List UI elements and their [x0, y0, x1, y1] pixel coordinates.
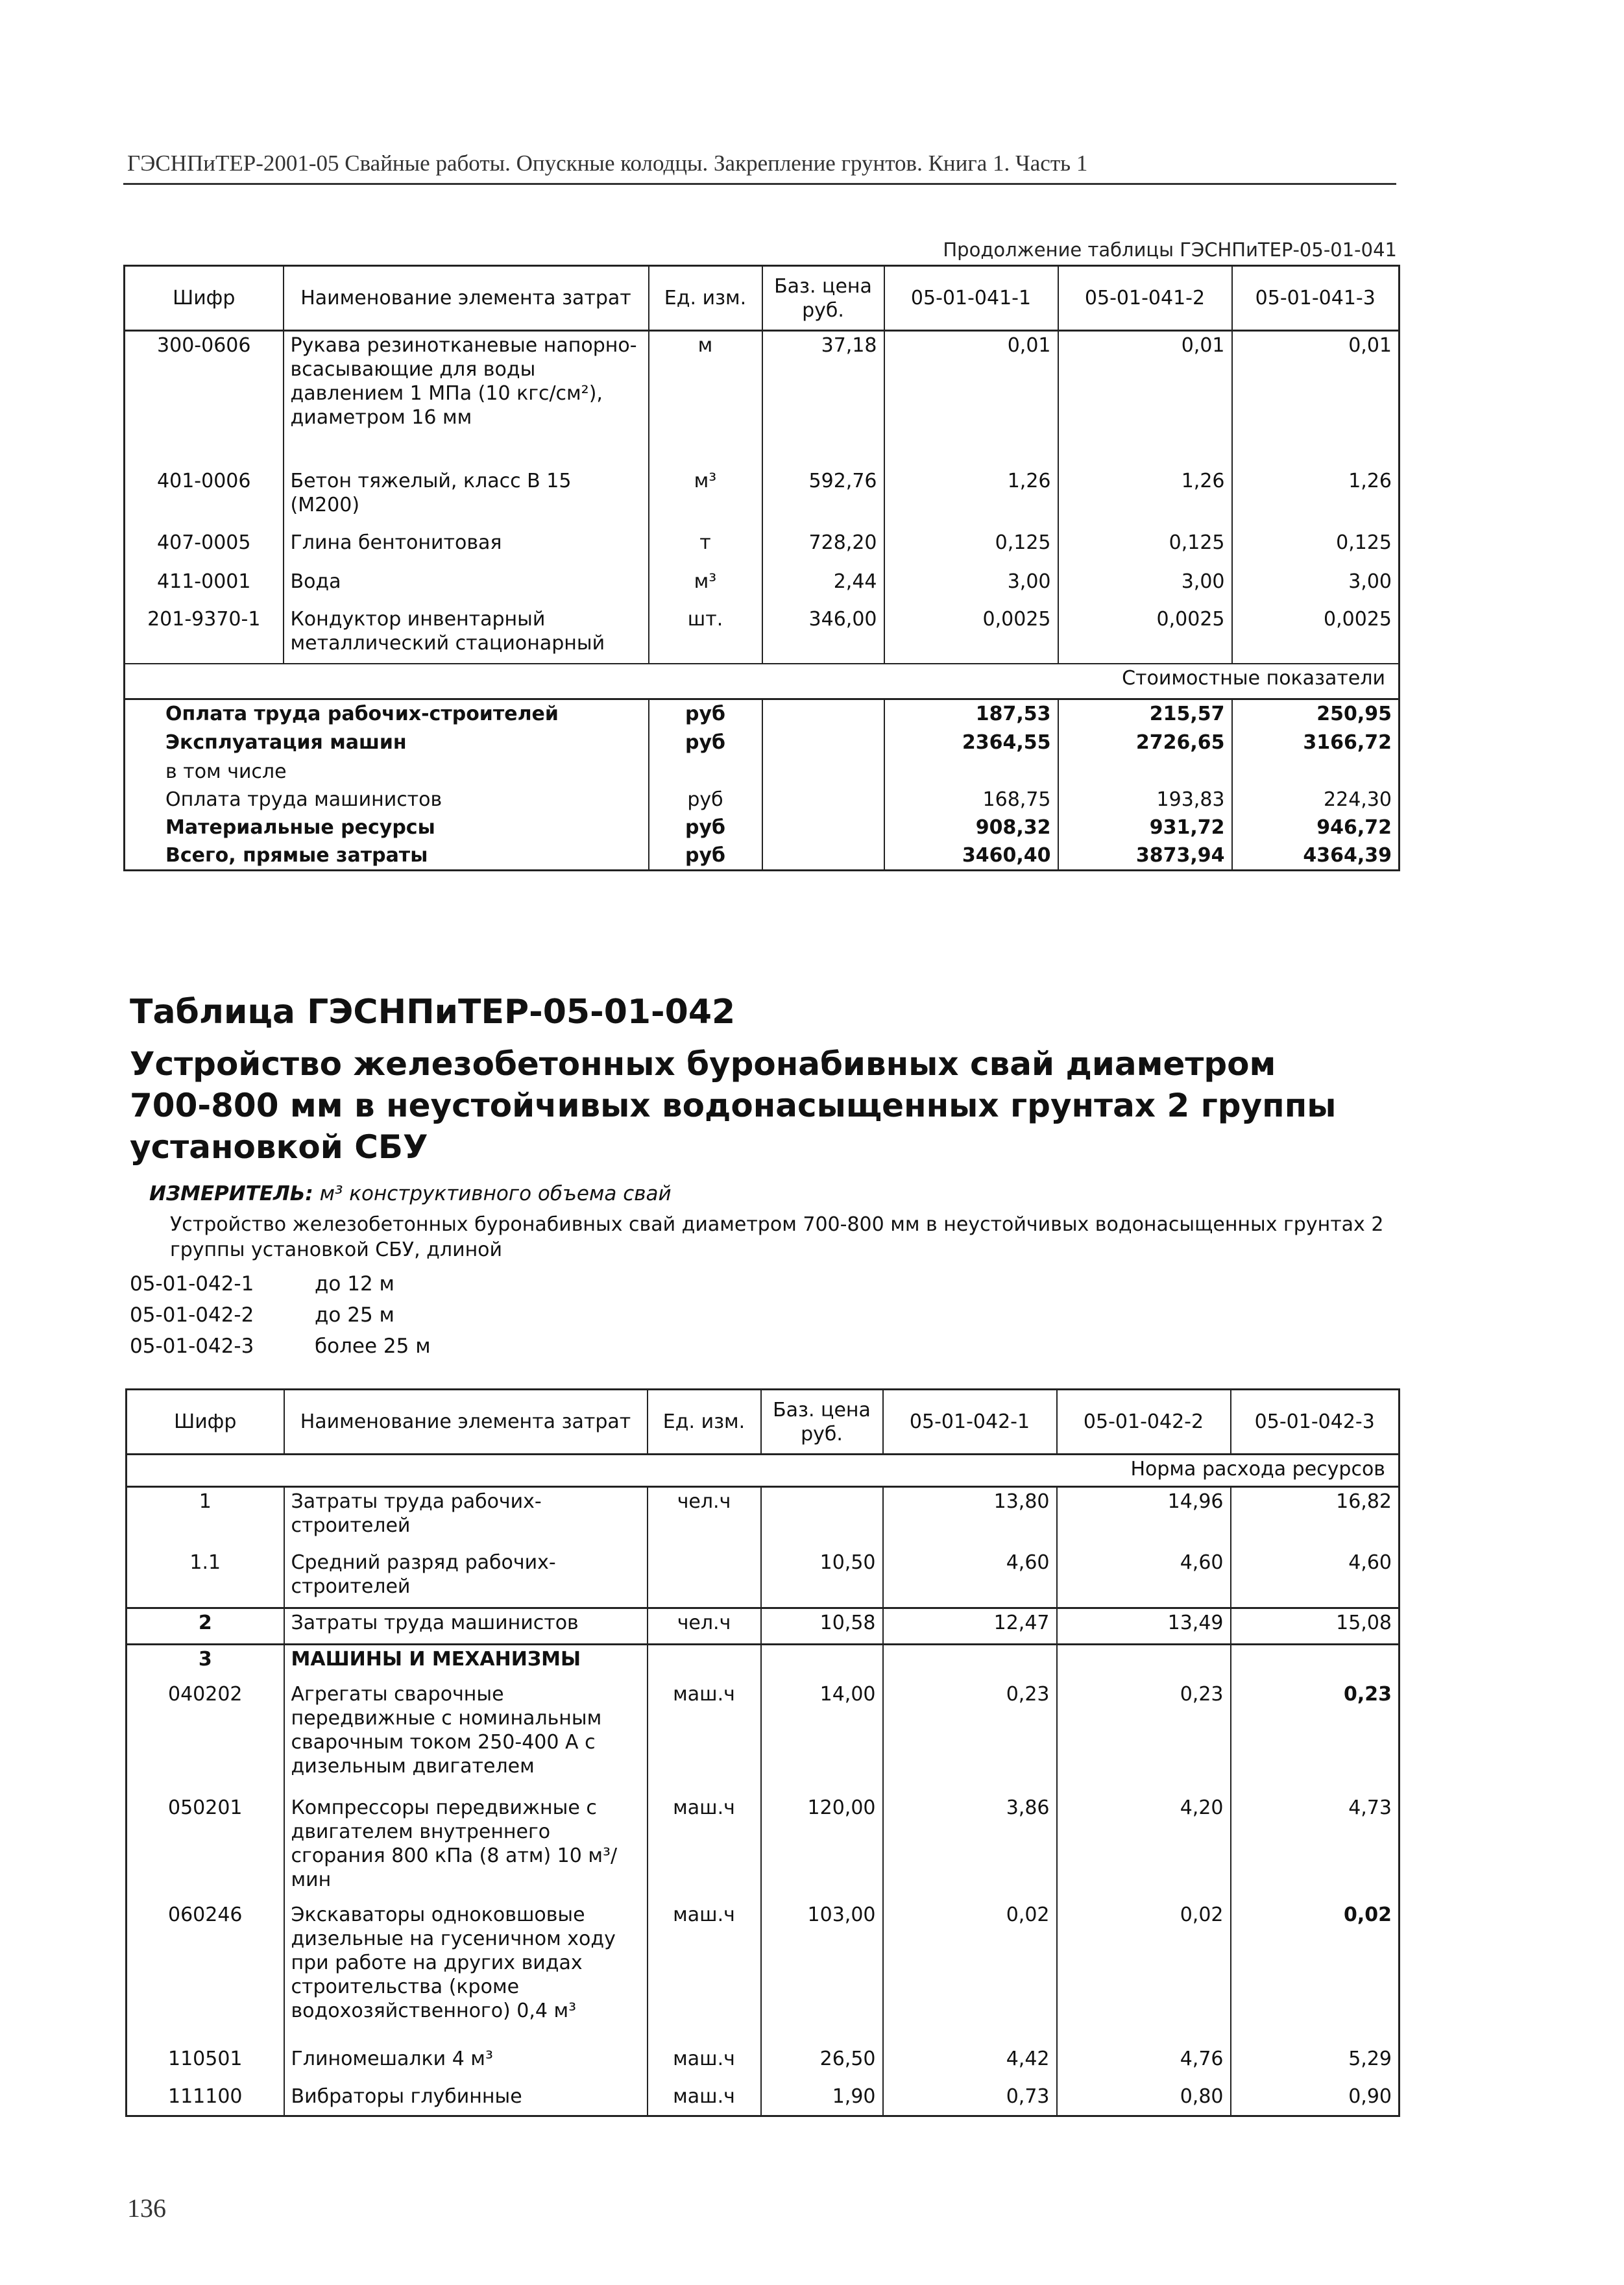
row-price: [761, 1645, 883, 1680]
table1-header-col2: 05-01-041-2: [1058, 266, 1232, 331]
table2-header-col1: 05-01-042-1: [883, 1390, 1057, 1455]
row-value-1: 1,26: [884, 467, 1058, 529]
row-code: 060246: [167, 1903, 243, 1926]
row-value-3: 5,29: [1231, 2045, 1400, 2083]
row-unit: чел.ч: [648, 1487, 761, 1549]
table-row: [125, 529, 1400, 568]
row-price: 10,50: [761, 1549, 883, 1608]
row-unit: шт.: [649, 605, 762, 664]
row-name: Глина бентонитовая: [284, 529, 649, 568]
row-name: Вода: [284, 568, 649, 605]
table2-header-col2: 05-01-042-2: [1057, 1390, 1231, 1455]
cost-row: [125, 758, 1400, 786]
row-code: 050201: [167, 1796, 243, 1819]
row-value-3: 0,01: [1232, 331, 1400, 467]
row-value-2: 0,125: [1058, 529, 1232, 568]
row-value-1: 3,00: [884, 568, 1058, 605]
cost-unit: руб: [649, 699, 762, 729]
row-price: 346,00: [762, 605, 884, 664]
row-name: Рукава резинотканевые напорно-всасывающие для воды давлением 1 МПа (10 кгс/см²), диаметром 16 мм: [284, 331, 649, 467]
cost-row: [125, 814, 1400, 841]
variant-item: [130, 1300, 431, 1331]
cost-value-2: [1058, 758, 1232, 786]
row-price: 10,58: [761, 1608, 883, 1645]
table1-header-code: Шифр: [125, 266, 284, 331]
row-unit: маш.ч: [648, 2045, 761, 2083]
row-price: 26,50: [761, 2045, 883, 2083]
cost-value-3: 3166,72: [1232, 729, 1400, 758]
row-name: МАШИНЫ И МЕХАНИЗМЫ: [284, 1645, 648, 1680]
variant-code: 05-01-042-2: [130, 1303, 254, 1327]
row-name: Кондуктор инвентарный металлический стационарный: [284, 605, 649, 664]
row-value-3: 0,125: [1232, 529, 1400, 568]
table2-title: Таблица ГЭСНПиТЕР-05-01-042: [130, 993, 736, 1032]
row-unit: [648, 1645, 761, 1680]
row-price: 120,00: [761, 1794, 883, 1901]
cost-value-2: 931,72: [1058, 814, 1232, 841]
variant-item: [130, 1268, 431, 1300]
cost-row: [125, 729, 1400, 758]
row-unit: м³: [649, 467, 762, 529]
row-value-2: 4,20: [1057, 1794, 1231, 1901]
cost-unit: руб: [649, 729, 762, 758]
cost-section-row: [125, 664, 1400, 699]
cost-row: [125, 699, 1400, 729]
row-price: 14,00: [761, 1680, 883, 1794]
row-value-1: 4,60: [883, 1549, 1057, 1608]
cost-value-2: 193,83: [1058, 786, 1232, 814]
table1-header-unit: Ед. изм.: [649, 266, 762, 331]
cost-value-1: 908,32: [884, 814, 1058, 841]
row-code: 111100: [167, 2085, 243, 2108]
row-code: 2: [127, 1608, 284, 1645]
work-description: Устройство железобетонных буронабивных свай диаметром 700-800 мм в неустойчивых водонасыщенных грунтах 2 группы установкой СБУ, длиной: [170, 1213, 1384, 1261]
row-value-3: 16,82: [1231, 1487, 1400, 1549]
cost-value-2: 2726,65: [1058, 729, 1232, 758]
row-code: 401-0006: [157, 469, 251, 492]
cost-name: в том числе: [165, 760, 287, 783]
row-unit: т: [649, 529, 762, 568]
cost-name: Материальные ресурсы: [165, 816, 435, 839]
row-value-2: 13,49: [1057, 1608, 1231, 1645]
row-value-1: 3,86: [883, 1794, 1057, 1901]
cost-value-2: 3873,94: [1058, 841, 1232, 871]
cost-unit: [649, 758, 762, 786]
row-value-3: 4,73: [1231, 1794, 1400, 1901]
table-row: [125, 605, 1400, 664]
table-row: [127, 1680, 1400, 1794]
row-name: Агрегаты сварочные передвижные с номинальным сварочным током 250-400 А с дизельным двигателем: [284, 1680, 648, 1794]
row-value-2: 1,26: [1058, 467, 1232, 529]
row-value-1: 0,0025: [884, 605, 1058, 664]
row-value-1: 13,80: [883, 1487, 1057, 1549]
row-name: Затраты труда машинистов: [284, 1608, 648, 1645]
row-value-1: 4,42: [883, 2045, 1057, 2083]
row-value-3: 0,90: [1231, 2083, 1400, 2116]
row-unit: чел.ч: [648, 1608, 761, 1645]
row-code: 201-9370-1: [147, 607, 261, 631]
row-name: Вибраторы глубинные: [284, 2083, 648, 2116]
cost-price-empty: [762, 758, 884, 786]
table2-heading: Устройство железобетонных буронабивных свай диаметром 700-800 мм в неустойчивых водонасыщенных грунтах 2 группы установкой СБУ: [130, 1045, 1337, 1166]
running-header: ГЭСНПиТЕР-2001-05 Свайные работы. Опускные колодцы. Закрепление грунтов. Книга 1. Часть 1: [127, 151, 1088, 176]
cost-row: [125, 786, 1400, 814]
row-unit: м³: [649, 568, 762, 605]
row-name: Средний разряд рабочих-строителей: [284, 1549, 648, 1608]
cost-value-1: [884, 758, 1058, 786]
cost-value-3: 224,30: [1232, 786, 1400, 814]
table2-header-row: [127, 1390, 1400, 1455]
row-value-2: 0,80: [1057, 2083, 1231, 2116]
table2-header-code: Шифр: [127, 1390, 284, 1455]
table2-header-name: Наименование элемента затрат: [284, 1390, 648, 1455]
row-value-2: 0,02: [1057, 1901, 1231, 2045]
row-name: Экскаваторы одноковшовые дизельные на гусеничном ходу при работе на других видах строительства (кроме водохозяйственного) 0,4 м³: [284, 1901, 648, 2045]
table2-header-price: Баз. цена руб.: [761, 1390, 883, 1455]
row-value-3: 0,23: [1231, 1680, 1400, 1794]
row-value-2: 0,01: [1058, 331, 1232, 467]
variant-desc: более 25 м: [315, 1335, 431, 1358]
row-value-1: 0,23: [883, 1680, 1057, 1794]
row-unit: [648, 1549, 761, 1608]
row-value-1: 0,01: [884, 331, 1058, 467]
cost-value-1: 168,75: [884, 786, 1058, 814]
row-value-1: [883, 1645, 1057, 1680]
row-value-1: 0,125: [884, 529, 1058, 568]
row-unit: маш.ч: [648, 1680, 761, 1794]
row-code: 300-0606: [157, 334, 251, 357]
row-code: 1.1: [189, 1551, 221, 1574]
row-value-3: 15,08: [1231, 1608, 1400, 1645]
row-code: 040202: [167, 1682, 243, 1706]
meter-label: ИЗМЕРИТЕЛЬ:: [149, 1182, 313, 1205]
table1-header-price: Баз. цена руб.: [762, 266, 884, 331]
row-code: 3: [127, 1645, 284, 1680]
row-unit: м: [649, 331, 762, 467]
row-name: Затраты труда рабочих-строителей: [284, 1487, 648, 1549]
cost-value-2: 215,57: [1058, 699, 1232, 729]
cost-value-3: 946,72: [1232, 814, 1400, 841]
row-value-3: 0,0025: [1232, 605, 1400, 664]
norm-section-label: Норма расхода ресурсов: [1130, 1458, 1385, 1481]
table2-header-unit: Ед. изм.: [648, 1390, 761, 1455]
row-value-2: 3,00: [1058, 568, 1232, 605]
row-value-3: 3,00: [1232, 568, 1400, 605]
variant-code: 05-01-042-3: [130, 1335, 254, 1358]
table-row: [127, 1901, 1400, 2045]
cost-value-1: 187,53: [884, 699, 1058, 729]
meter-text: м³ конструктивного объема свай: [319, 1182, 672, 1205]
row-unit: маш.ч: [648, 1794, 761, 1901]
cost-value-1: 2364,55: [884, 729, 1058, 758]
cost-unit: руб: [649, 786, 762, 814]
meter-line: [149, 1182, 672, 1205]
variant-list: [130, 1268, 431, 1362]
cost-price-empty: [762, 786, 884, 814]
cost-price-empty: [762, 814, 884, 841]
variant-desc: до 12 м: [315, 1272, 394, 1296]
table-row: [127, 1794, 1400, 1901]
table-row: [125, 331, 1400, 467]
continuation-caption: Продолжение таблицы ГЭСНПиТЕР-05-01-041: [943, 239, 1397, 261]
table2-header-col3: 05-01-042-3: [1231, 1390, 1400, 1455]
row-price: [761, 1487, 883, 1549]
variant-code: 05-01-042-1: [130, 1272, 254, 1296]
row-code: 1: [127, 1487, 284, 1549]
table-row: [125, 467, 1400, 529]
row-code: 110501: [167, 2047, 243, 2070]
row-value-3: 4,60: [1231, 1549, 1400, 1608]
cost-price-empty: [762, 841, 884, 871]
row-price: 37,18: [762, 331, 884, 467]
row-value-2: 4,76: [1057, 2045, 1231, 2083]
row-code: 411-0001: [157, 570, 251, 593]
row-price: 728,20: [762, 529, 884, 568]
table-05-01-041: [123, 265, 1400, 871]
cost-price-empty: [762, 699, 884, 729]
row-value-1: 12,47: [883, 1608, 1057, 1645]
table-row: [127, 1487, 1400, 1549]
cost-value-3: 250,95: [1232, 699, 1400, 729]
row-value-2: 4,60: [1057, 1549, 1231, 1608]
cost-name: Всего, прямые затраты: [165, 843, 428, 867]
cost-name: Эксплуатация машин: [165, 731, 407, 754]
cost-name: Оплата труда рабочих-строителей: [125, 699, 649, 729]
table1-header-name: Наименование элемента затрат: [284, 266, 649, 331]
table1-header-col3: 05-01-041-3: [1232, 266, 1400, 331]
table-05-01-042: [125, 1388, 1400, 2117]
cost-unit: руб: [649, 814, 762, 841]
row-unit: маш.ч: [648, 1901, 761, 2045]
table1-header-col1: 05-01-041-1: [884, 266, 1058, 331]
variant-item: [130, 1331, 431, 1362]
cost-name: Оплата труда машинистов: [165, 788, 442, 811]
row-value-1: 0,02: [883, 1901, 1057, 2045]
row-price: 2,44: [762, 568, 884, 605]
page-number: 136: [127, 2194, 166, 2223]
row-value-2: [1057, 1645, 1231, 1680]
cost-value-3: [1232, 758, 1400, 786]
cost-value-3: 4364,39: [1232, 841, 1400, 871]
row-price: 592,76: [762, 467, 884, 529]
row-value-1: 0,73: [883, 2083, 1057, 2116]
row-unit: маш.ч: [648, 2083, 761, 2116]
row-price: 103,00: [761, 1901, 883, 2045]
table-row: [127, 2083, 1400, 2116]
row-value-2: 14,96: [1057, 1487, 1231, 1549]
header-rule: [123, 183, 1396, 185]
cost-unit: руб: [649, 841, 762, 871]
table-row: [127, 1549, 1400, 1608]
row-name: Компрессоры передвижные с двигателем внутреннего сгорания 800 кПа (8 атм) 10 м³/мин: [284, 1794, 648, 1901]
row-value-3: [1231, 1645, 1400, 1680]
row-value-2: 0,0025: [1058, 605, 1232, 664]
cost-value-1: 3460,40: [884, 841, 1058, 871]
norm-section-row: [127, 1455, 1400, 1487]
row-code: 407-0005: [157, 531, 251, 554]
table-row: [127, 1645, 1400, 1680]
row-name: Глиномешалки 4 м³: [284, 2045, 648, 2083]
row-price: 1,90: [761, 2083, 883, 2116]
cost-price-empty: [762, 729, 884, 758]
table-row: [127, 2045, 1400, 2083]
table-row: [125, 568, 1400, 605]
row-value-3: 0,02: [1231, 1901, 1400, 2045]
cost-row: [125, 841, 1400, 871]
row-value-3: 1,26: [1232, 467, 1400, 529]
table1-header-row: [125, 266, 1400, 331]
variant-desc: до 25 м: [315, 1303, 394, 1327]
row-name: Бетон тяжелый, класс В 15 (М200): [284, 467, 649, 529]
cost-section-label: Стоимостные показатели: [125, 664, 1400, 699]
table-row: [127, 1608, 1400, 1645]
row-value-2: 0,23: [1057, 1680, 1231, 1794]
